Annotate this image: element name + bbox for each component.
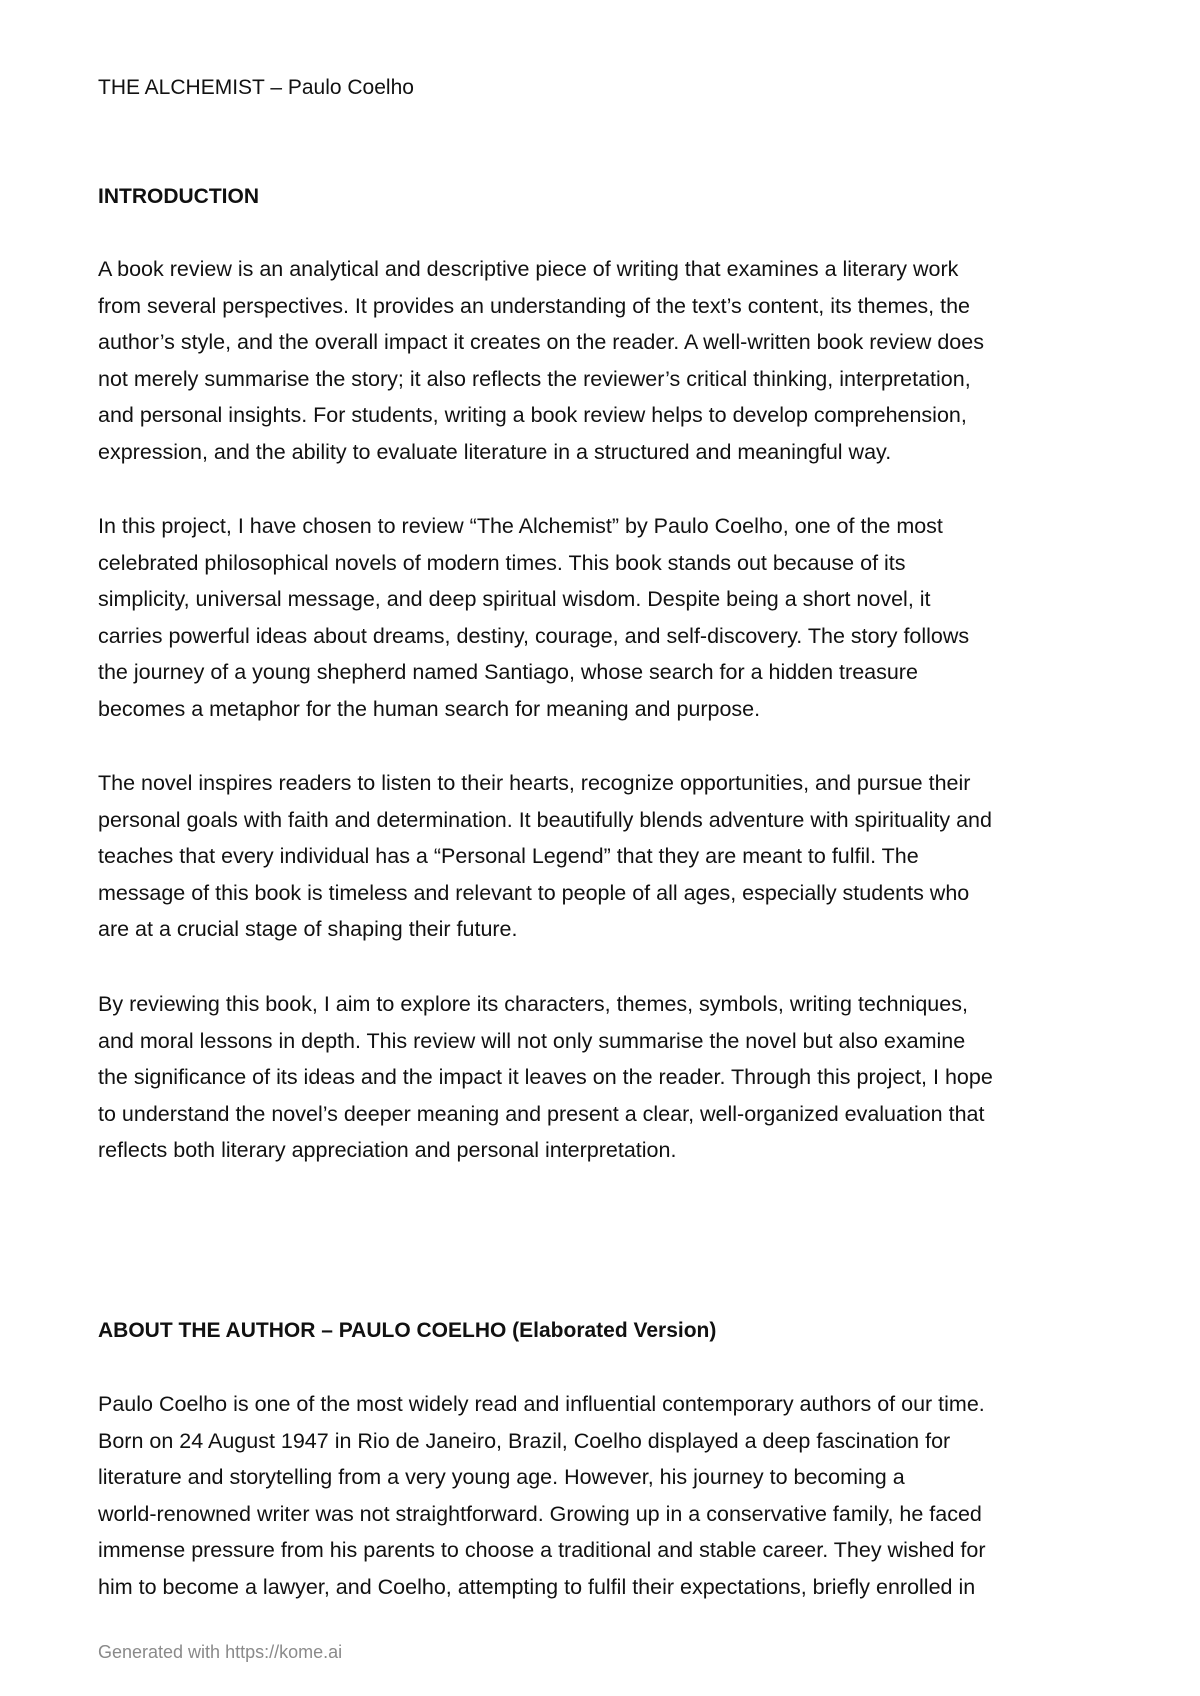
text-line: the significance of its ideas and the impact it leaves on the reader. Through this project, I hope	[98, 1065, 993, 1090]
text-line: expression, and the ability to evaluate literature in a structured and meaningful way.	[98, 439, 892, 464]
text-line: celebrated philosophical novels of modern times. This book stands out because of its	[98, 550, 906, 575]
text-line: and moral lessons in depth. This review will not only summarise the novel but also examine	[98, 1028, 966, 1053]
introduction-paragraph-4	[98, 986, 1118, 1169]
introduction-paragraph-2	[98, 508, 1118, 728]
text-line: literature and storytelling from a very young age. However, his journey to becoming a	[98, 1465, 905, 1490]
text-line: teaches that every individual has a “Personal Legend” that they are meant to fulfil. The	[98, 844, 919, 869]
text-line: the journey of a young shepherd named Santiago, whose search for a hidden treasure	[98, 660, 918, 685]
text-line: him to become a lawyer, and Coelho, attempting to fulfil their expectations, briefly enrolled in	[98, 1574, 976, 1599]
text-line: not merely summarise the story; it also reflects the reviewer’s critical thinking, interpretation,	[98, 366, 971, 391]
introduction-paragraph-1	[98, 251, 1118, 471]
text-line: becomes a metaphor for the human search for meaning and purpose.	[98, 696, 761, 721]
text-line: A book review is an analytical and descriptive piece of writing that examines a literary work	[98, 257, 959, 281]
text-line: from several perspectives. It provides an understanding of the text’s content, its themes, the	[98, 293, 971, 318]
text-line: author’s style, and the overall impact it creates on the reader. A well-written book review does	[98, 330, 984, 355]
about-author-heading: ABOUT THE AUTHOR – PAULO COELHO (Elaborated Version)	[98, 1319, 717, 1342]
text-line: Born on 24 August 1947 in Rio de Janeiro, Brazil, Coelho displayed a deep fascination for	[98, 1428, 951, 1453]
text-line: world-renowned writer was not straightforward. Growing up in a conservative family, he faced	[98, 1501, 982, 1526]
text-line: carries powerful ideas about dreams, destiny, courage, and self-discovery. The story follows	[98, 623, 970, 648]
text-line: In this project, I have chosen to review “The Alchemist” by Paulo Coelho, one of the most	[98, 514, 943, 538]
text-line: to understand the novel’s deeper meaning and present a clear, well-organized evaluation that	[98, 1101, 985, 1126]
text-line: Paulo Coelho is one of the most widely read and influential contemporary authors of our time.	[98, 1392, 985, 1416]
text-line: simplicity, universal message, and deep spiritual wisdom. Despite being a short novel, it	[98, 587, 931, 612]
text-line: The novel inspires readers to listen to their hearts, recognize opportunities, and pursue their	[98, 771, 971, 795]
document-title: THE ALCHEMIST – Paulo Coelho	[98, 76, 414, 99]
page-footer: Generated with https://kome.ai	[98, 1642, 343, 1662]
text-line: message of this book is timeless and relevant to people of all ages, especially students who	[98, 880, 970, 905]
text-line: personal goals with faith and determination. It beautifully blends adventure with spirituality and	[98, 807, 992, 832]
introduction-paragraph-3	[98, 765, 1118, 948]
text-line: By reviewing this book, I aim to explore its characters, themes, symbols, writing techniques,	[98, 992, 968, 1016]
text-line: are at a crucial stage of shaping their future.	[98, 917, 518, 942]
text-line: and personal insights. For students, writing a book review helps to develop comprehension,	[98, 403, 967, 428]
text-line: reflects both literary appreciation and personal interpretation.	[98, 1138, 677, 1163]
introduction-heading: INTRODUCTION	[98, 185, 259, 208]
text-line: immense pressure from his parents to choose a traditional and stable career. They wished for	[98, 1538, 986, 1563]
about-author-paragraph-1	[98, 1386, 1118, 1606]
